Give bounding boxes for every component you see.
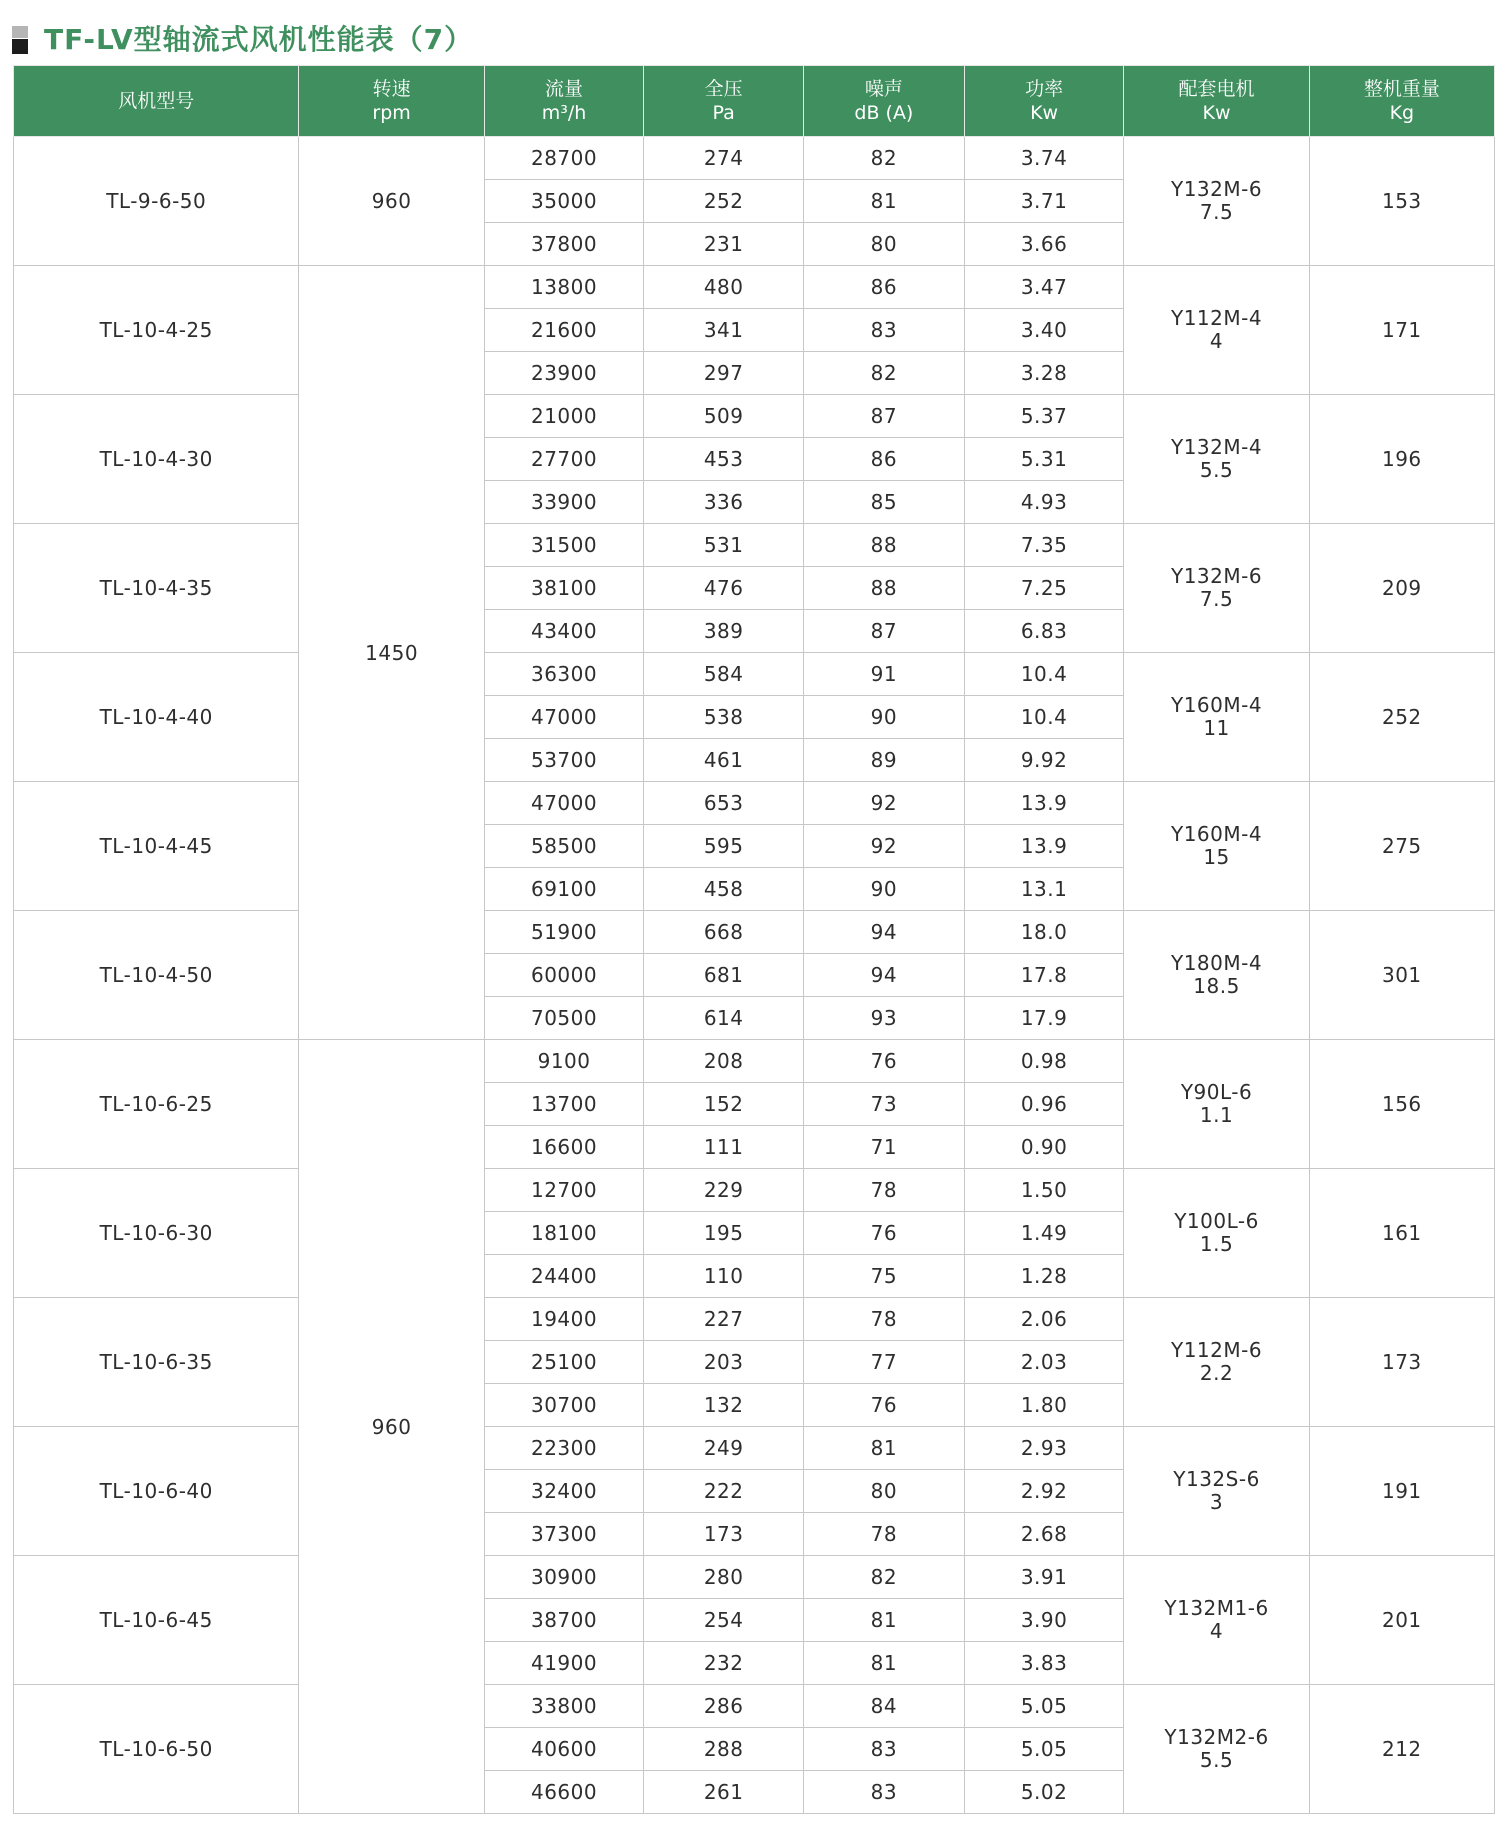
- power-cell: 17.9: [964, 997, 1124, 1040]
- pressure-cell: 252: [644, 180, 804, 223]
- header-motor: 配套电机 Kw: [1124, 66, 1309, 137]
- flow-cell: 33800: [484, 1685, 644, 1728]
- table-header: [14, 66, 1495, 137]
- motor-kw: 7.5: [1199, 587, 1234, 611]
- flow-cell: 21000: [484, 395, 644, 438]
- pressure-cell: 195: [644, 1212, 804, 1255]
- pressure-cell: 110: [644, 1255, 804, 1298]
- flow-cell: 21600: [484, 309, 644, 352]
- motor-model: Y160M-4: [1170, 693, 1263, 717]
- weight-cell: 161: [1309, 1169, 1494, 1298]
- power-cell: 5.05: [964, 1728, 1124, 1771]
- power-cell: 13.9: [964, 782, 1124, 825]
- noise-cell: 83: [803, 309, 964, 352]
- header-speed: 转速 rpm: [299, 66, 484, 137]
- noise-cell: 76: [803, 1040, 964, 1083]
- table-row: [14, 524, 1495, 567]
- flow-cell: 23900: [484, 352, 644, 395]
- power-cell: 5.31: [964, 438, 1124, 481]
- header-row: [14, 66, 1495, 137]
- header-noise: 噪声 dB (A): [803, 66, 964, 137]
- noise-cell: 75: [803, 1255, 964, 1298]
- pressure-cell: 132: [644, 1384, 804, 1427]
- noise-cell: 88: [803, 524, 964, 567]
- flow-cell: 46600: [484, 1771, 644, 1814]
- model-cell: TL-10-6-50: [14, 1685, 299, 1814]
- noise-cell: 87: [803, 395, 964, 438]
- pressure-cell: 227: [644, 1298, 804, 1341]
- motor-kw: 7.5: [1199, 200, 1234, 224]
- power-cell: 3.74: [964, 137, 1124, 180]
- power-cell: 2.68: [964, 1513, 1124, 1556]
- noise-cell: 81: [803, 1599, 964, 1642]
- pressure-cell: 274: [644, 137, 804, 180]
- weight-cell: 153: [1309, 137, 1494, 266]
- pressure-cell: 668: [644, 911, 804, 954]
- power-cell: 7.35: [964, 524, 1124, 567]
- noise-cell: 84: [803, 1685, 964, 1728]
- table-row: [14, 911, 1495, 954]
- table-row: [14, 395, 1495, 438]
- noise-cell: 92: [803, 782, 964, 825]
- table-row: [14, 137, 1495, 180]
- power-cell: 2.93: [964, 1427, 1124, 1470]
- motor-cell: [1124, 1427, 1309, 1556]
- speed-cell: 960: [299, 1040, 484, 1814]
- pressure-cell: 232: [644, 1642, 804, 1685]
- flow-cell: 60000: [484, 954, 644, 997]
- power-cell: 1.50: [964, 1169, 1124, 1212]
- header-flow: 流量 m³/h: [484, 66, 644, 137]
- noise-cell: 78: [803, 1298, 964, 1341]
- noise-cell: 76: [803, 1212, 964, 1255]
- flow-cell: 31500: [484, 524, 644, 567]
- noise-cell: 77: [803, 1341, 964, 1384]
- power-cell: 17.8: [964, 954, 1124, 997]
- flow-cell: 69100: [484, 868, 644, 911]
- flow-cell: 58500: [484, 825, 644, 868]
- pressure-cell: 476: [644, 567, 804, 610]
- motor-model: Y132M1-6: [1164, 1596, 1269, 1620]
- noise-cell: 90: [803, 696, 964, 739]
- flow-cell: 18100: [484, 1212, 644, 1255]
- pressure-cell: 249: [644, 1427, 804, 1470]
- pressure-cell: 389: [644, 610, 804, 653]
- motor-model: Y180M-4: [1170, 951, 1263, 975]
- motor-model: Y90L-6: [1180, 1080, 1253, 1104]
- motor-kw: 5.5: [1199, 458, 1234, 482]
- power-cell: 4.93: [964, 481, 1124, 524]
- flow-cell: 41900: [484, 1642, 644, 1685]
- noise-cell: 76: [803, 1384, 964, 1427]
- noise-cell: 73: [803, 1083, 964, 1126]
- motor-cell: [1124, 524, 1309, 653]
- model-cell: TL-10-6-45: [14, 1556, 299, 1685]
- table-row: [14, 1298, 1495, 1341]
- power-cell: 2.92: [964, 1470, 1124, 1513]
- noise-cell: 80: [803, 223, 964, 266]
- motor-model: Y112M-4: [1170, 306, 1263, 330]
- model-cell: TL-10-6-30: [14, 1169, 299, 1298]
- pressure-cell: 531: [644, 524, 804, 567]
- pressure-cell: 152: [644, 1083, 804, 1126]
- pressure-cell: 280: [644, 1556, 804, 1599]
- flow-cell: 32400: [484, 1470, 644, 1513]
- pressure-cell: 681: [644, 954, 804, 997]
- header-power: 功率 Kw: [964, 66, 1124, 137]
- weight-cell: 212: [1309, 1685, 1494, 1814]
- noise-cell: 91: [803, 653, 964, 696]
- flow-cell: 25100: [484, 1341, 644, 1384]
- model-cell: TL-10-6-25: [14, 1040, 299, 1169]
- table-body: [14, 137, 1495, 1814]
- flow-cell: 19400: [484, 1298, 644, 1341]
- flow-cell: 38100: [484, 567, 644, 610]
- pressure-cell: 480: [644, 266, 804, 309]
- noise-cell: 83: [803, 1771, 964, 1814]
- power-cell: 3.47: [964, 266, 1124, 309]
- power-cell: 6.83: [964, 610, 1124, 653]
- motor-cell: [1124, 1040, 1309, 1169]
- power-cell: 5.02: [964, 1771, 1124, 1814]
- pressure-cell: 203: [644, 1341, 804, 1384]
- motor-kw: 4: [1209, 1619, 1224, 1643]
- flow-cell: 27700: [484, 438, 644, 481]
- noise-cell: 87: [803, 610, 964, 653]
- noise-cell: 83: [803, 1728, 964, 1771]
- motor-model: Y132M-6: [1170, 564, 1263, 588]
- pressure-cell: 453: [644, 438, 804, 481]
- flow-cell: 40600: [484, 1728, 644, 1771]
- pressure-cell: 458: [644, 868, 804, 911]
- title-bar: [12, 18, 473, 58]
- flow-cell: 33900: [484, 481, 644, 524]
- performance-table: [13, 65, 1495, 1814]
- noise-cell: 86: [803, 266, 964, 309]
- flow-cell: 13700: [484, 1083, 644, 1126]
- motor-model: Y132S-6: [1173, 1467, 1260, 1491]
- flow-cell: 16600: [484, 1126, 644, 1169]
- motor-cell: [1124, 653, 1309, 782]
- pressure-cell: 111: [644, 1126, 804, 1169]
- power-cell: 3.40: [964, 309, 1124, 352]
- flow-cell: 30700: [484, 1384, 644, 1427]
- noise-cell: 82: [803, 1556, 964, 1599]
- header-weight: 整机重量 Kg: [1309, 66, 1494, 137]
- model-cell: TL-10-4-45: [14, 782, 299, 911]
- power-cell: 5.37: [964, 395, 1124, 438]
- motor-cell: [1124, 266, 1309, 395]
- power-cell: 3.91: [964, 1556, 1124, 1599]
- pressure-cell: 653: [644, 782, 804, 825]
- table-row: [14, 782, 1495, 825]
- motor-kw: 18.5: [1193, 974, 1240, 998]
- power-cell: 3.83: [964, 1642, 1124, 1685]
- flow-cell: 70500: [484, 997, 644, 1040]
- header-pressure: 全压 Pa: [644, 66, 804, 137]
- motor-kw: 5.5: [1199, 1748, 1234, 1772]
- model-cell: TL-10-4-25: [14, 266, 299, 395]
- noise-cell: 78: [803, 1513, 964, 1556]
- noise-cell: 86: [803, 438, 964, 481]
- power-cell: 3.71: [964, 180, 1124, 223]
- weight-cell: 173: [1309, 1298, 1494, 1427]
- flow-cell: 51900: [484, 911, 644, 954]
- table-row: [14, 266, 1495, 309]
- pressure-cell: 231: [644, 223, 804, 266]
- motor-model: Y132M-6: [1170, 177, 1263, 201]
- table-row: [14, 653, 1495, 696]
- noise-cell: 78: [803, 1169, 964, 1212]
- weight-cell: 209: [1309, 524, 1494, 653]
- power-cell: 0.98: [964, 1040, 1124, 1083]
- flow-cell: 43400: [484, 610, 644, 653]
- power-cell: 2.06: [964, 1298, 1124, 1341]
- pressure-cell: 461: [644, 739, 804, 782]
- noise-cell: 94: [803, 954, 964, 997]
- motor-kw: 2.2: [1199, 1361, 1234, 1385]
- weight-cell: 191: [1309, 1427, 1494, 1556]
- page-title: TF-LV型轴流式风机性能表（7）: [44, 23, 474, 56]
- power-cell: 2.03: [964, 1341, 1124, 1384]
- power-cell: 7.25: [964, 567, 1124, 610]
- noise-cell: 81: [803, 1427, 964, 1470]
- pressure-cell: 229: [644, 1169, 804, 1212]
- power-cell: 1.80: [964, 1384, 1124, 1427]
- flow-cell: 28700: [484, 137, 644, 180]
- flow-cell: 9100: [484, 1040, 644, 1083]
- model-cell: TL-10-4-50: [14, 911, 299, 1040]
- power-cell: 1.49: [964, 1212, 1124, 1255]
- model-cell: TL-9-6-50: [14, 137, 299, 266]
- motor-kw: 4: [1209, 329, 1224, 353]
- table-row: [14, 1040, 1495, 1083]
- flow-cell: 30900: [484, 1556, 644, 1599]
- pressure-cell: 595: [644, 825, 804, 868]
- model-cell: TL-10-4-30: [14, 395, 299, 524]
- noise-cell: 88: [803, 567, 964, 610]
- noise-cell: 85: [803, 481, 964, 524]
- power-cell: 10.4: [964, 653, 1124, 696]
- flow-cell: 13800: [484, 266, 644, 309]
- power-cell: 5.05: [964, 1685, 1124, 1728]
- flow-cell: 35000: [484, 180, 644, 223]
- flow-cell: 24400: [484, 1255, 644, 1298]
- noise-cell: 82: [803, 352, 964, 395]
- motor-kw: 1.5: [1199, 1232, 1234, 1256]
- power-cell: 3.90: [964, 1599, 1124, 1642]
- power-cell: 0.90: [964, 1126, 1124, 1169]
- model-cell: TL-10-6-35: [14, 1298, 299, 1427]
- pressure-cell: 261: [644, 1771, 804, 1814]
- power-cell: 13.9: [964, 825, 1124, 868]
- noise-cell: 93: [803, 997, 964, 1040]
- power-cell: 0.96: [964, 1083, 1124, 1126]
- motor-kw: 11: [1203, 716, 1230, 740]
- noise-cell: 90: [803, 868, 964, 911]
- weight-cell: 196: [1309, 395, 1494, 524]
- table-row: [14, 1427, 1495, 1470]
- noise-cell: 82: [803, 137, 964, 180]
- pressure-cell: 288: [644, 1728, 804, 1771]
- weight-cell: 275: [1309, 782, 1494, 911]
- flow-cell: 36300: [484, 653, 644, 696]
- power-cell: 1.28: [964, 1255, 1124, 1298]
- motor-model: Y132M2-6: [1164, 1725, 1269, 1749]
- motor-cell: [1124, 1298, 1309, 1427]
- flow-cell: 47000: [484, 696, 644, 739]
- motor-model: Y160M-4: [1170, 822, 1263, 846]
- pressure-cell: 173: [644, 1513, 804, 1556]
- flow-cell: 37800: [484, 223, 644, 266]
- speed-cell: 960: [299, 137, 484, 266]
- power-cell: 13.1: [964, 868, 1124, 911]
- pressure-cell: 341: [644, 309, 804, 352]
- pressure-cell: 509: [644, 395, 804, 438]
- header-model: 风机型号: [14, 66, 299, 137]
- motor-cell: [1124, 782, 1309, 911]
- pressure-cell: 336: [644, 481, 804, 524]
- flow-cell: 22300: [484, 1427, 644, 1470]
- power-cell: 3.28: [964, 352, 1124, 395]
- table-row: [14, 1169, 1495, 1212]
- power-cell: 9.92: [964, 739, 1124, 782]
- pressure-cell: 286: [644, 1685, 804, 1728]
- weight-cell: 201: [1309, 1556, 1494, 1685]
- power-cell: 10.4: [964, 696, 1124, 739]
- noise-cell: 92: [803, 825, 964, 868]
- power-cell: 18.0: [964, 911, 1124, 954]
- noise-cell: 71: [803, 1126, 964, 1169]
- model-cell: TL-10-4-35: [14, 524, 299, 653]
- motor-kw: 3: [1209, 1490, 1224, 1514]
- noise-cell: 80: [803, 1470, 964, 1513]
- pressure-cell: 614: [644, 997, 804, 1040]
- title-marker-icon: [12, 22, 28, 54]
- motor-kw: 15: [1203, 845, 1230, 869]
- motor-cell: [1124, 1556, 1309, 1685]
- motor-cell: [1124, 137, 1309, 266]
- motor-model: Y132M-4: [1170, 435, 1263, 459]
- motor-cell: [1124, 911, 1309, 1040]
- table-row: [14, 1685, 1495, 1728]
- model-cell: TL-10-4-40: [14, 653, 299, 782]
- motor-cell: [1124, 395, 1309, 524]
- weight-cell: 156: [1309, 1040, 1494, 1169]
- pressure-cell: 254: [644, 1599, 804, 1642]
- flow-cell: 12700: [484, 1169, 644, 1212]
- motor-model: Y112M-6: [1170, 1338, 1263, 1362]
- pressure-cell: 208: [644, 1040, 804, 1083]
- flow-cell: 37300: [484, 1513, 644, 1556]
- table-row: [14, 1556, 1495, 1599]
- weight-cell: 252: [1309, 653, 1494, 782]
- noise-cell: 81: [803, 180, 964, 223]
- motor-kw: 1.1: [1199, 1103, 1234, 1127]
- motor-model: Y100L-6: [1174, 1209, 1259, 1233]
- power-cell: 3.66: [964, 223, 1124, 266]
- flow-cell: 47000: [484, 782, 644, 825]
- flow-cell: 53700: [484, 739, 644, 782]
- motor-cell: [1124, 1685, 1309, 1814]
- flow-cell: 38700: [484, 1599, 644, 1642]
- pressure-cell: 538: [644, 696, 804, 739]
- motor-cell: [1124, 1169, 1309, 1298]
- weight-cell: 171: [1309, 266, 1494, 395]
- noise-cell: 89: [803, 739, 964, 782]
- pressure-cell: 297: [644, 352, 804, 395]
- pressure-cell: 222: [644, 1470, 804, 1513]
- noise-cell: 81: [803, 1642, 964, 1685]
- noise-cell: 94: [803, 911, 964, 954]
- pressure-cell: 584: [644, 653, 804, 696]
- model-cell: TL-10-6-40: [14, 1427, 299, 1556]
- speed-cell: 1450: [299, 266, 484, 1040]
- weight-cell: 301: [1309, 911, 1494, 1040]
